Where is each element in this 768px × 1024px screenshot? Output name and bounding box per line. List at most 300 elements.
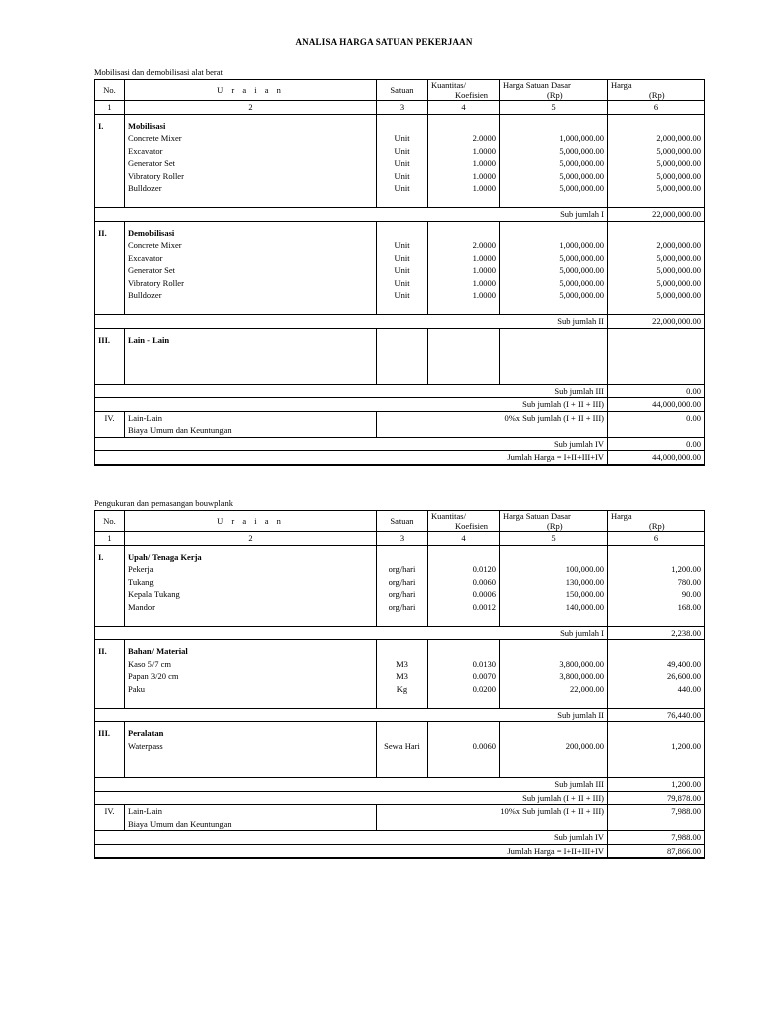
blank-cell <box>95 371 125 384</box>
item-uraian: Tukang <box>125 576 377 589</box>
group-number: IV. <box>95 805 125 818</box>
blank-cell <box>428 120 500 133</box>
blank-cell <box>95 252 125 265</box>
blank-row <box>95 302 705 315</box>
blank-cell <box>377 818 608 831</box>
item-satuan: org/hari <box>377 563 428 576</box>
header-harga-dasar-line2: (Rp) <box>547 89 563 100</box>
blank-cell <box>95 752 125 765</box>
item-uraian: Waterpass <box>125 740 377 753</box>
item-koefisien: 1.0000 <box>428 170 500 183</box>
item-harga-dasar: 5,000,000.00 <box>500 157 608 170</box>
header-kuantitas-line2: Koefisien <box>455 520 489 531</box>
blank-cell <box>377 727 428 740</box>
blank-cell <box>95 588 125 601</box>
item-koefisien: 0.0060 <box>428 576 500 589</box>
blank-cell <box>500 120 608 133</box>
blank-cell <box>428 371 500 384</box>
subtotal-row <box>95 778 705 792</box>
column-number-row <box>95 532 705 546</box>
blank-cell <box>377 613 428 626</box>
item-satuan: Unit <box>377 132 428 145</box>
item-uraian: Excavator <box>125 145 377 158</box>
overhead-value: 7,988.00 <box>608 805 705 818</box>
item-harga-dasar: 1,000,000.00 <box>500 239 608 252</box>
item-uraian: Paku <box>125 683 377 696</box>
overhead-label-2: Biaya Umum dan Keuntungan <box>125 818 377 831</box>
blank-cell <box>608 818 705 831</box>
header-satuan: Satuan <box>377 80 428 101</box>
total-label: Jumlah Harga = I+II+III+IV <box>95 844 608 858</box>
blank-cell <box>500 645 608 658</box>
item-koefisien: 1.0000 <box>428 182 500 195</box>
blank-cell <box>500 195 608 208</box>
blank-cell <box>428 195 500 208</box>
blank-cell <box>95 765 125 778</box>
blank-cell <box>428 359 500 372</box>
blank-cell <box>95 424 125 437</box>
blank-cell <box>377 765 428 778</box>
col-num: 4 <box>428 101 500 115</box>
blank-cell <box>377 120 428 133</box>
item-satuan: org/hari <box>377 601 428 614</box>
blank-cell <box>125 195 377 208</box>
header-harga <box>608 80 705 101</box>
header-uraian: U r a i a n <box>125 80 377 101</box>
item-uraian: Vibratory Roller <box>125 277 377 290</box>
item-satuan: Unit <box>377 264 428 277</box>
table-row <box>95 277 705 290</box>
item-koefisien: 0.0070 <box>428 670 500 683</box>
item-harga-dasar: 140,000.00 <box>500 601 608 614</box>
item-uraian: Bulldozer <box>125 289 377 302</box>
item-koefisien: 0.0006 <box>428 588 500 601</box>
blank-cell <box>95 289 125 302</box>
blank-row <box>95 752 705 765</box>
item-harga-dasar: 22,000.00 <box>500 683 608 696</box>
item-uraian: Concrete Mixer <box>125 239 377 252</box>
table-row <box>95 740 705 753</box>
item-koefisien: 1.0000 <box>428 252 500 265</box>
header-harga-line2: (Rp) <box>649 520 665 531</box>
group-title-row <box>95 727 705 740</box>
item-harga-dasar: 5,000,000.00 <box>500 182 608 195</box>
table-row <box>95 658 705 671</box>
blank-cell <box>95 818 125 831</box>
blank-cell <box>608 765 705 778</box>
overhead-row <box>95 805 705 818</box>
subtotal-value: 7,988.00 <box>608 831 705 845</box>
blank-cell <box>608 346 705 359</box>
col-num: 4 <box>428 532 500 546</box>
blank-cell <box>95 346 125 359</box>
group-title: Upah/ Tenaga Kerja <box>125 551 377 564</box>
blank-cell <box>608 645 705 658</box>
table-row <box>95 683 705 696</box>
blank-cell <box>95 132 125 145</box>
total-row <box>95 844 705 858</box>
item-uraian: Papan 3/20 cm <box>125 670 377 683</box>
group-upah <box>95 545 705 626</box>
group-peralatan <box>95 722 705 778</box>
subtotal-value: 22,000,000.00 <box>608 208 705 222</box>
blank-cell <box>428 727 500 740</box>
overhead-label-2: Biaya Umum dan Keuntungan <box>125 424 377 437</box>
table-row <box>95 264 705 277</box>
item-koefisien: 1.0000 <box>428 277 500 290</box>
subtotal-row <box>95 831 705 845</box>
item-harga: 168.00 <box>608 601 705 614</box>
group-title-row <box>95 120 705 133</box>
subtotal-value: 0.00 <box>608 384 705 398</box>
blank-cell <box>500 695 608 708</box>
total-label: Jumlah Harga = I+II+III+IV <box>95 451 608 465</box>
item-satuan: M3 <box>377 670 428 683</box>
header-harga <box>608 511 705 532</box>
item-harga: 5,000,000.00 <box>608 252 705 265</box>
blank-cell <box>377 302 428 315</box>
table-row <box>95 182 705 195</box>
blank-cell <box>608 302 705 315</box>
blank-cell <box>500 227 608 240</box>
blank-cell <box>500 727 608 740</box>
table-row <box>95 576 705 589</box>
item-uraian: Generator Set <box>125 157 377 170</box>
blank-cell <box>95 601 125 614</box>
blank-cell <box>125 371 377 384</box>
col-num: 2 <box>125 101 377 115</box>
header-harga-dasar-line1: Harga Satuan Dasar <box>503 80 571 90</box>
item-harga: 440.00 <box>608 683 705 696</box>
blank-cell <box>428 227 500 240</box>
blank-cell <box>95 195 125 208</box>
table-row <box>95 239 705 252</box>
blank-cell <box>608 727 705 740</box>
blank-cell <box>95 740 125 753</box>
subtotal-label: Sub jumlah I <box>95 208 608 222</box>
sum123-row <box>95 791 705 805</box>
overhead-row <box>95 818 705 831</box>
item-koefisien: 2.0000 <box>428 239 500 252</box>
section-title: Mobilisasi dan demobilisasi alat berat <box>94 67 223 77</box>
group-lain-lain <box>95 328 705 384</box>
table-row <box>95 601 705 614</box>
blank-cell <box>428 645 500 658</box>
sum123-value: 44,000,000.00 <box>608 398 705 412</box>
group-number: I. <box>98 120 104 131</box>
blank-cell <box>95 683 125 696</box>
item-harga: 2,000,000.00 <box>608 132 705 145</box>
item-satuan: Unit <box>377 182 428 195</box>
table-row <box>95 252 705 265</box>
item-harga: 26,600.00 <box>608 670 705 683</box>
blank-cell <box>377 359 428 372</box>
blank-cell <box>377 371 428 384</box>
item-satuan: Kg <box>377 683 428 696</box>
item-harga: 2,000,000.00 <box>608 239 705 252</box>
header-kuantitas-line1: Kuantitas/ <box>431 80 466 90</box>
item-koefisien: 0.0012 <box>428 601 500 614</box>
blank-cell <box>500 334 608 347</box>
blank-cell <box>377 752 428 765</box>
table-row <box>95 289 705 302</box>
blank-cell <box>377 645 428 658</box>
col-num: 2 <box>125 532 377 546</box>
blank-row <box>95 346 705 359</box>
group-title-row <box>95 227 705 240</box>
blank-cell <box>500 346 608 359</box>
overhead-label: Lain-Lain <box>125 411 377 424</box>
blank-cell <box>377 695 428 708</box>
blank-row <box>95 695 705 708</box>
item-harga: 5,000,000.00 <box>608 170 705 183</box>
item-koefisien: 1.0000 <box>428 289 500 302</box>
blank-cell <box>377 195 428 208</box>
subtotal-label: Sub jumlah I <box>95 626 608 640</box>
header-harga-dasar <box>500 80 608 101</box>
subtotal-row <box>95 626 705 640</box>
item-satuan: Unit <box>377 170 428 183</box>
blank-cell <box>377 551 428 564</box>
col-num: 1 <box>95 101 125 115</box>
blank-cell <box>125 346 377 359</box>
section-title: Pengukuran dan pemasangan bouwplank <box>94 498 234 508</box>
blank-cell <box>500 613 608 626</box>
item-harga-dasar: 100,000.00 <box>500 563 608 576</box>
blank-cell <box>608 359 705 372</box>
col-num: 3 <box>377 101 428 115</box>
page-title: ANALISA HARGA SATUAN PEKERJAAN <box>295 37 473 47</box>
item-uraian: Generator Set <box>125 264 377 277</box>
subtotal-row <box>95 437 705 451</box>
subtotal-label: Sub jumlah II <box>95 315 608 329</box>
item-koefisien: 0.0130 <box>428 658 500 671</box>
header-no: No. <box>103 84 116 95</box>
blank-cell <box>95 359 125 372</box>
group-overhead <box>95 411 705 451</box>
analysis-table <box>94 510 705 859</box>
blank-cell <box>377 424 608 437</box>
blank-cell <box>95 145 125 158</box>
item-koefisien: 0.0200 <box>428 683 500 696</box>
item-uraian: Kepala Tukang <box>125 588 377 601</box>
sum123-value: 79,878.00 <box>608 791 705 805</box>
subtotal-row <box>95 315 705 329</box>
subtotal-value: 2,238.00 <box>608 626 705 640</box>
item-uraian: Concrete Mixer <box>125 132 377 145</box>
item-uraian: Vibratory Roller <box>125 170 377 183</box>
blank-cell <box>95 170 125 183</box>
group-title: Lain - Lain <box>125 334 377 347</box>
header-harga-line2: (Rp) <box>649 89 665 100</box>
blank-cell <box>428 752 500 765</box>
item-harga-dasar: 3,800,000.00 <box>500 670 608 683</box>
col-num: 5 <box>500 101 608 115</box>
blank-cell <box>608 613 705 626</box>
total-value: 44,000,000.00 <box>608 451 705 465</box>
group-number: II. <box>98 227 107 238</box>
group-title-row <box>95 645 705 658</box>
blank-cell <box>500 765 608 778</box>
item-satuan: Unit <box>377 277 428 290</box>
item-satuan: Unit <box>377 252 428 265</box>
item-harga: 780.00 <box>608 576 705 589</box>
item-satuan: org/hari <box>377 588 428 601</box>
group-bahan <box>95 640 705 709</box>
item-harga-dasar: 5,000,000.00 <box>500 145 608 158</box>
blank-cell <box>95 157 125 170</box>
subtotal-label: Sub jumlah III <box>95 384 608 398</box>
blank-cell <box>428 613 500 626</box>
item-harga: 5,000,000.00 <box>608 182 705 195</box>
blank-cell <box>95 576 125 589</box>
blank-cell <box>95 695 125 708</box>
table-row <box>95 563 705 576</box>
blank-cell <box>95 613 125 626</box>
blank-cell <box>500 359 608 372</box>
subtotal-label: Sub jumlah IV <box>95 831 608 845</box>
overhead-formula: 10%x Sub jumlah (I + II + III) <box>377 805 608 818</box>
blank-row <box>95 765 705 778</box>
table-row <box>95 670 705 683</box>
item-harga-dasar: 5,000,000.00 <box>500 289 608 302</box>
overhead-row <box>95 424 705 437</box>
blank-cell <box>95 302 125 315</box>
blank-cell <box>125 752 377 765</box>
group-number: I. <box>98 551 104 562</box>
blank-cell <box>608 227 705 240</box>
item-harga: 5,000,000.00 <box>608 289 705 302</box>
header-kuantitas-line2: Koefisien <box>455 89 489 100</box>
item-uraian: Kaso 5/7 cm <box>125 658 377 671</box>
header-kuantitas-line1: Kuantitas/ <box>431 511 466 521</box>
header-harga-dasar-line2: (Rp) <box>547 520 563 531</box>
item-satuan: Unit <box>377 239 428 252</box>
overhead-formula: 0%x Sub jumlah (I + II + III) <box>377 411 608 424</box>
header-harga-line1: Harga <box>611 80 632 90</box>
overhead-value: 0.00 <box>608 411 705 424</box>
group-title-row <box>95 334 705 347</box>
group-number: III. <box>98 334 111 345</box>
blank-cell <box>125 302 377 315</box>
blank-row <box>95 359 705 372</box>
overhead-label: Lain-Lain <box>125 805 377 818</box>
item-satuan: Sewa Hari <box>377 740 428 753</box>
item-satuan: org/hari <box>377 576 428 589</box>
header-harga-dasar-line1: Harga Satuan Dasar <box>503 511 571 521</box>
group-title: Demobilisasi <box>125 227 377 240</box>
item-harga: 90.00 <box>608 588 705 601</box>
blank-cell <box>125 765 377 778</box>
column-number-row <box>95 101 705 115</box>
item-harga-dasar: 1,000,000.00 <box>500 132 608 145</box>
header-no: No. <box>103 515 116 526</box>
blank-cell <box>500 551 608 564</box>
item-harga-dasar: 5,000,000.00 <box>500 252 608 265</box>
item-harga-dasar: 5,000,000.00 <box>500 277 608 290</box>
subtotal-row <box>95 708 705 722</box>
total-row <box>95 451 705 465</box>
item-koefisien: 0.0060 <box>428 740 500 753</box>
col-num: 5 <box>500 532 608 546</box>
sum123-label: Sub jumlah (I + II + III) <box>95 791 608 805</box>
table-header-row <box>95 511 705 532</box>
group-demobilisasi <box>95 221 705 315</box>
blank-cell <box>428 302 500 315</box>
header-kuantitas <box>428 80 500 101</box>
item-harga-dasar: 130,000.00 <box>500 576 608 589</box>
header-harga-dasar <box>500 511 608 532</box>
item-harga-dasar: 5,000,000.00 <box>500 264 608 277</box>
group-overhead <box>95 805 705 845</box>
blank-cell <box>608 371 705 384</box>
blank-cell <box>95 670 125 683</box>
subtotal-value: 1,200.00 <box>608 778 705 792</box>
blank-cell <box>95 658 125 671</box>
item-satuan: Unit <box>377 145 428 158</box>
item-satuan: M3 <box>377 658 428 671</box>
blank-cell <box>125 695 377 708</box>
table-row <box>95 170 705 183</box>
group-number: IV. <box>95 411 125 424</box>
blank-cell <box>377 227 428 240</box>
blank-cell <box>500 371 608 384</box>
blank-cell <box>428 551 500 564</box>
item-harga: 5,000,000.00 <box>608 157 705 170</box>
sum123-label: Sub jumlah (I + II + III) <box>95 398 608 412</box>
blank-cell <box>428 695 500 708</box>
table-row <box>95 588 705 601</box>
item-uraian: Excavator <box>125 252 377 265</box>
item-harga: 1,200.00 <box>608 563 705 576</box>
blank-cell <box>377 334 428 347</box>
subtotal-value: 76,440.00 <box>608 708 705 722</box>
item-satuan: Unit <box>377 157 428 170</box>
subtotal-label: Sub jumlah II <box>95 708 608 722</box>
overhead-row <box>95 411 705 424</box>
group-title: Peralatan <box>125 727 377 740</box>
blank-row <box>95 371 705 384</box>
group-number: II. <box>98 646 107 657</box>
analysis-table <box>94 79 705 466</box>
item-harga-dasar: 5,000,000.00 <box>500 170 608 183</box>
group-title: Mobilisasi <box>125 120 377 133</box>
blank-row <box>95 613 705 626</box>
blank-cell <box>500 752 608 765</box>
blank-cell <box>428 346 500 359</box>
table-row <box>95 145 705 158</box>
item-harga: 5,000,000.00 <box>608 277 705 290</box>
item-harga-dasar: 150,000.00 <box>500 588 608 601</box>
item-uraian: Mandor <box>125 601 377 614</box>
table-row <box>95 157 705 170</box>
blank-cell <box>428 334 500 347</box>
col-num: 6 <box>608 532 705 546</box>
blank-cell <box>95 277 125 290</box>
blank-cell <box>125 613 377 626</box>
blank-cell <box>608 334 705 347</box>
item-harga: 1,200.00 <box>608 740 705 753</box>
subtotal-label: Sub jumlah III <box>95 778 608 792</box>
col-num: 3 <box>377 532 428 546</box>
item-harga-dasar: 200,000.00 <box>500 740 608 753</box>
blank-cell <box>608 424 705 437</box>
blank-cell <box>608 120 705 133</box>
blank-cell <box>608 195 705 208</box>
group-number: III. <box>98 728 111 739</box>
header-kuantitas <box>428 511 500 532</box>
blank-cell <box>500 302 608 315</box>
